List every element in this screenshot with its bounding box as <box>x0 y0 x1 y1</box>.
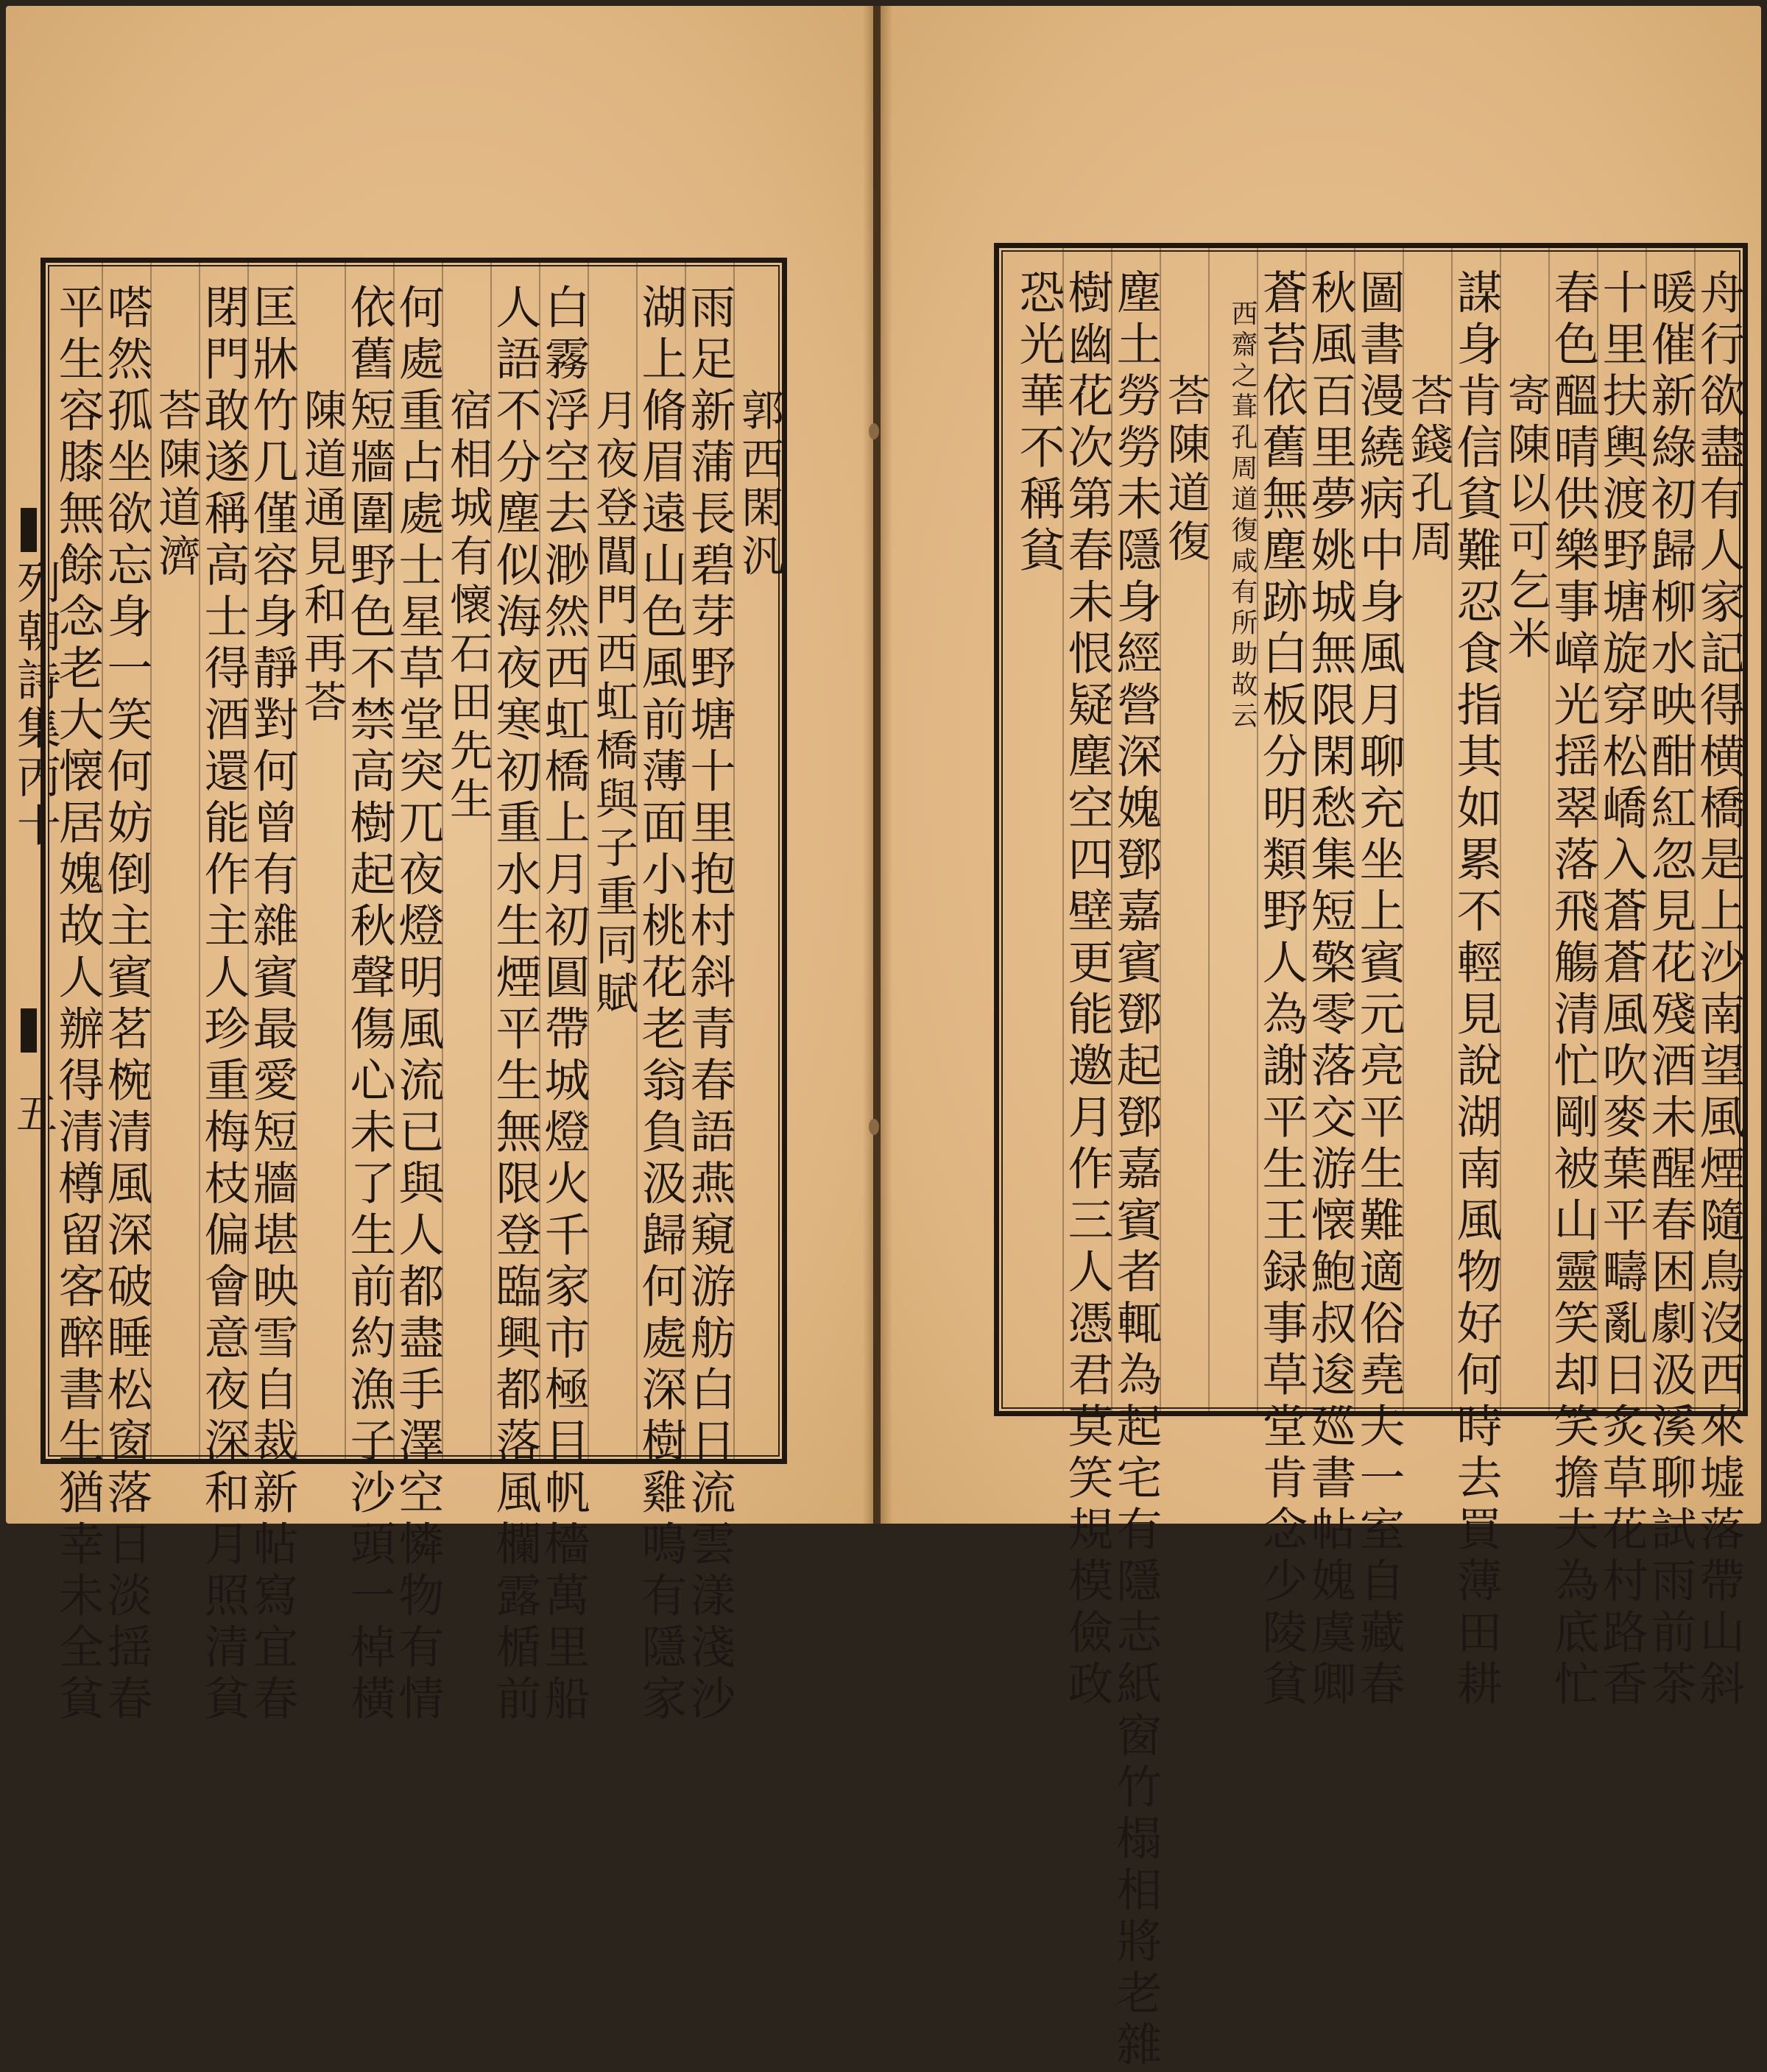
poem-line: 圖書漫繞病中身風月聊充坐上賓元亮平生難適俗堯夫一室自藏春 <box>1352 269 1406 1711</box>
binding-hole <box>869 423 879 439</box>
poem-title: 宿相城有懷石田先生 <box>442 388 493 825</box>
poem-line: 何處重占處士星草堂突兀夜燈明風流已與人都盡手澤空憐物有情 <box>391 283 445 1726</box>
poem-line: 雨足新蒲長碧芽野塘十里抱村斜青春語燕窺游舫白日流雲漾淺沙 <box>683 283 736 1726</box>
poem-title: 荅陳道濟 <box>151 388 201 582</box>
poem-line: 塵土勞勞未隱身經營深媿鄧嘉賓鄧起鄧嘉賓者輒為起宅有隱志紙窗竹榻相將老雜 <box>1109 269 1163 2072</box>
right-text-frame <box>994 243 1748 2072</box>
margin-title: 列朝詩集丙十 <box>10 559 61 851</box>
poem-line: 匡牀竹几僅容身靜對何曾有雜賓最愛短牆堪映雪自裁新帖寫宜春 <box>245 283 299 1726</box>
poem-line: 蒼苔依舊無塵跡白板分明類野人為謝平生王録事草堂肯念少陵貧 <box>1255 269 1308 1711</box>
poem-title: 荅陳道復 <box>1160 373 1210 567</box>
annotation-note: 西齋之葺孔周道復咸有所助故云 <box>1227 300 1258 732</box>
poem-line: 樹幽花次第春未恨疑塵空四壁更能邀月作三人憑君莫笑規模儉政 <box>1060 269 1114 1711</box>
poem-line: 閉門敢遂稱高士得酒還能作主人珍重梅枝偏會意夜深和月照清貧 <box>197 283 250 1726</box>
poem-line: 嗒然孤坐欲忘身一笑何妨倒主賓茗椀清風深破睡松窗落日淡揺春 <box>99 283 153 1726</box>
poem-line: 依舊短牆圍野色不禁高樹起秋聲傷心未了生前約漁子沙頭一棹橫 <box>342 283 396 1726</box>
poem-line: 恐光華不稱貧 <box>1012 269 1065 578</box>
poem-line: 舟行欲盡有人家記得横橋是上沙南望風煙隨鳥沒西來墟落帶山斜 <box>1692 269 1746 1711</box>
poem-line: 人語不分塵似海夜寒初重水生煙平生無限登臨興都落風欄露楯前 <box>488 283 542 1726</box>
margin-page-number: 五 <box>16 1091 57 1139</box>
poem-title: 寄陳以可乞米 <box>1500 373 1551 665</box>
fishtail-mark-bottom <box>21 1008 37 1053</box>
book-gutter <box>863 6 892 1524</box>
poem-line: 謀身肯信貧難忍食指其如累不輕見說湖南風物好何時去買薄田耕 <box>1449 269 1503 1711</box>
fishtail-mark-top <box>21 508 37 552</box>
poem-line: 秋風百里夢姚城無限閑愁集短檠零落交游懐鮑叔逡廵書帖媿虞卿 <box>1303 269 1357 1711</box>
poem-title: 月夜登閶門西虹橋與子重同賦 <box>588 388 638 1019</box>
poem-line: 平生容膝無餘念老大懐居媿故人辦得清樽留客醉書生猶幸未全貧 <box>51 283 105 1726</box>
poem-line: 春色醞晴供樂事嶂光揺翠落飛觴清忙剛被山靈笑却笑擔夫為底忙 <box>1546 269 1600 1711</box>
poem-line: 暖催新綠初歸柳水映酣紅忽見花殘酒未醒春困劇汲溪聊試雨前茶 <box>1643 269 1697 1711</box>
poem-title: 郭西閑汎 <box>734 388 784 582</box>
poem-line: 白霧浮空去渺然西虹橋上月初圓帶城燈火千家市極目帆檣萬里船 <box>537 283 590 1726</box>
poem-line: 湖上脩眉遠山色風前薄面小桃花老翁負汲歸何處深樹雞鳴有隱家 <box>634 283 688 1726</box>
binding-hole <box>869 1119 879 1135</box>
poem-title: 荅錢孔周 <box>1403 373 1453 567</box>
left-text-frame <box>40 258 787 1726</box>
poem-title: 陳道通見和再荅 <box>297 388 347 728</box>
poem-line: 十里扶輿渡野塘旋穿松嶠入蒼蒼風吹麥葉平疇亂日炙草花村路香 <box>1595 269 1648 1711</box>
